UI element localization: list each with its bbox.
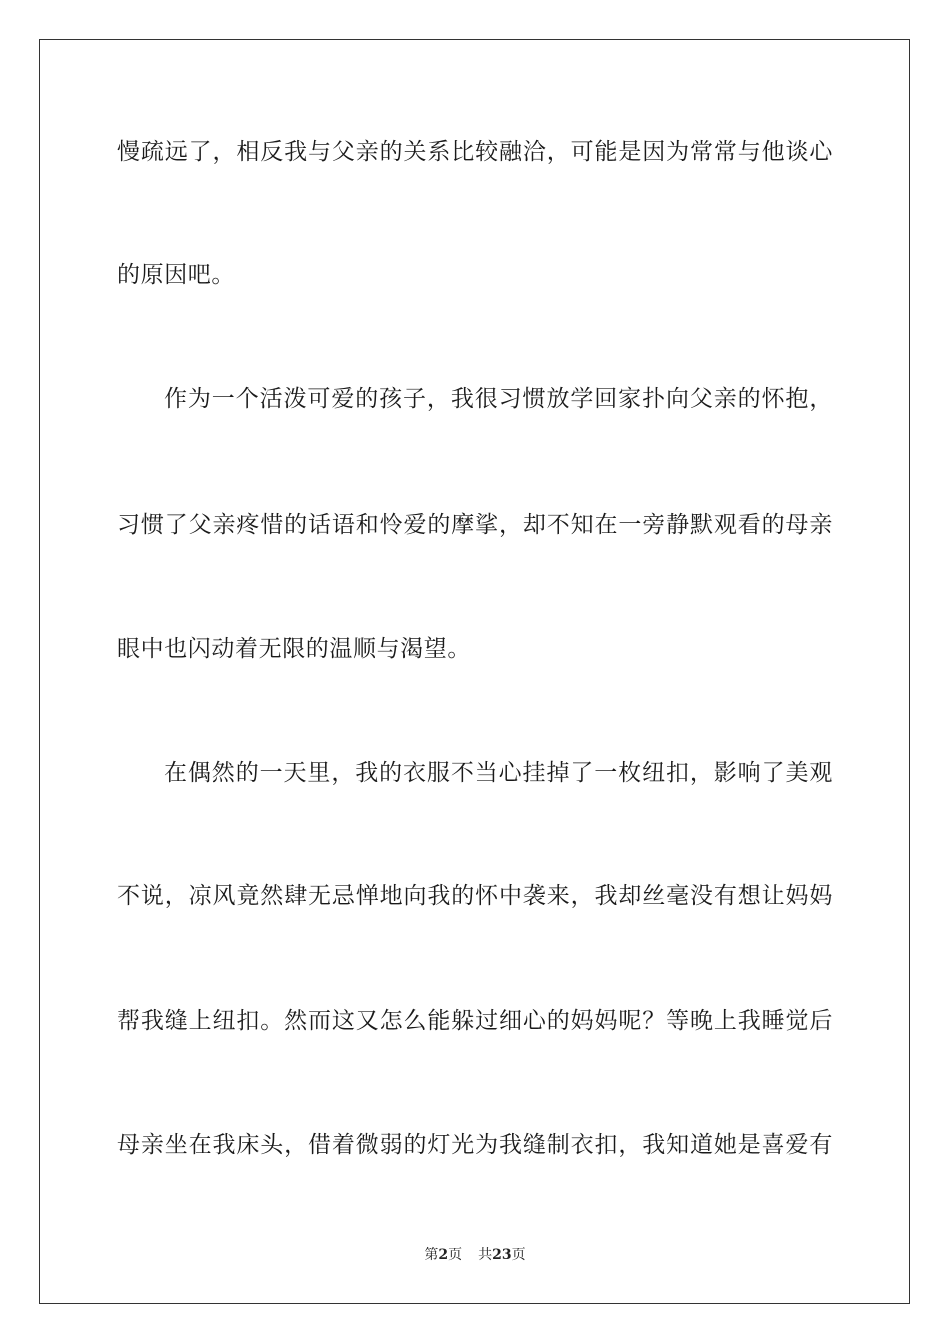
text-line-3: 作为一个活泼可爱的孩子，我很习惯放学回家扑向父亲的怀抱， xyxy=(164,386,833,412)
footer-page-number: 2 xyxy=(438,1247,449,1263)
text-line-8: 帮我缝上纽扣。然而这又怎么能躲过细心的妈妈呢？等晚上我睡觉后 xyxy=(117,1008,833,1034)
page-footer xyxy=(0,1246,950,1264)
text-line-4: 习惯了父亲疼惜的话语和怜爱的摩挲，却不知在一旁静默观看的母亲 xyxy=(117,512,833,538)
text-line-7: 不说，凉风竟然肆无忌惮地向我的怀中袭来，我却丝毫没有想让妈妈 xyxy=(117,883,833,909)
footer-total-prefix: 共 xyxy=(478,1247,493,1263)
text-line-9: 母亲坐在我床头，借着微弱的灯光为我缝制衣扣，我知道她是喜爱有 xyxy=(117,1132,833,1158)
page-border xyxy=(39,39,910,1304)
footer-page-suffix: 页 xyxy=(448,1247,463,1263)
footer-page-prefix: 第 xyxy=(424,1247,439,1263)
text-line-2: 的原因吧。 xyxy=(117,262,235,288)
footer-total-suffix: 页 xyxy=(511,1247,526,1263)
footer-total-pages: 23 xyxy=(492,1247,512,1263)
text-line-1: 慢疏远了，相反我与父亲的关系比较融洽，可能是因为常常与他谈心 xyxy=(117,139,833,165)
text-line-6: 在偶然的一天里，我的衣服不当心挂掉了一枚纽扣，影响了美观 xyxy=(164,760,833,786)
text-line-5: 眼中也闪动着无限的温顺与渴望。 xyxy=(117,636,471,662)
